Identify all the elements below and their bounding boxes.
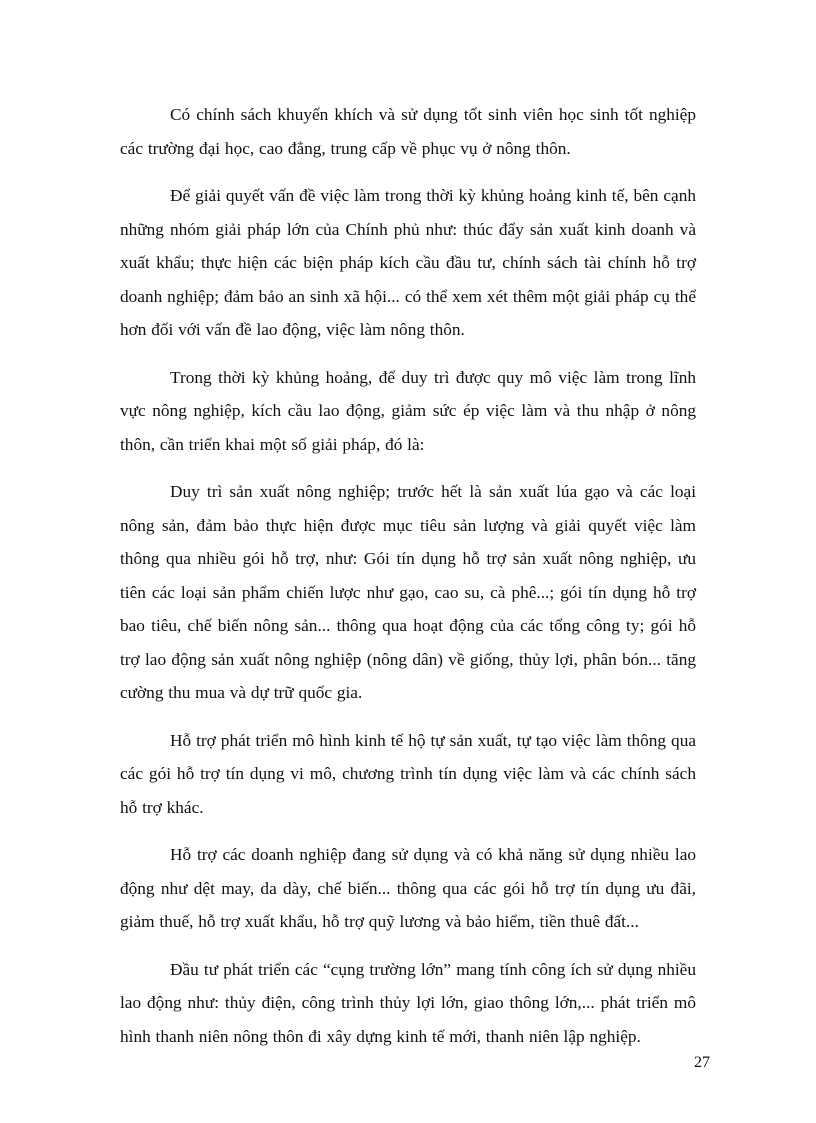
page-number: 27 [694, 1054, 710, 1071]
paragraph-4: Duy trì sản xuất nông nghiệp; trước hết là sản xuất lúa gạo và các loại nông sản, đảm bảo thực hiện được mục tiêu sản lượng và giải quyết việc làm thông qua nhiều gói hỗ trợ, như: Gói tín dụng hỗ trợ sản xuất nông nghiệp, ưu tiên các loại sản phẩm chiến lược như gạo, cao su, cà phê...; gói tín dụng hỗ trợ bao tiêu, chế biến nông sản... thông qua hoạt động của các tổng công ty; gói hỗ trợ lao động sản xuất nông nghiệp (nông dân) về giống, thủy lợi, phân bón... tăng cường thu mua và dự trữ quốc gia. [120, 482, 696, 702]
paragraph-3: Trong thời kỳ khủng hoảng, để duy trì được quy mô việc làm trong lĩnh vực nông nghiệp, kích cầu lao động, giảm sức ép việc làm và thu nhập ở nông thôn, cần triển khai một số giải pháp, đó là: [120, 367, 696, 454]
body-text [120, 98, 696, 1067]
paragraph-2: Để giải quyết vấn đề việc làm trong thời kỳ khủng hoảng kinh tế, bên cạnh những nhóm giải pháp lớn của Chính phủ như: thúc đẩy sản xuất kinh doanh và xuất khẩu; thực hiện các biện pháp kích cầu đầu tư, chính sách tài chính hỗ trợ doanh nghiệp; đảm bảo an sinh xã hội... có thể xem xét thêm một giải pháp cụ thể hơn đối với vấn đề lao động, việc làm nông thôn. [120, 186, 696, 339]
paragraph-1: Có chính sách khuyến khích và sử dụng tốt sinh viên học sinh tốt nghiệp các trường đại học, cao đẳng, trung cấp về phục vụ ở nông thôn. [120, 105, 696, 158]
paragraph-6: Hỗ trợ các doanh nghiệp đang sử dụng và có khả năng sử dụng nhiều lao động như dệt may, da dày, chế biến... thông qua các gói hỗ trợ tín dụng ưu đãi, giảm thuế, hỗ trợ xuất khẩu, hỗ trợ quỹ lương và bảo hiểm, tiền thuê đất... [120, 845, 696, 931]
paragraph-7: Đầu tư phát triển các “cụng trường lớn” mang tính công ích sử dụng nhiều lao động như: thủy điện, công trình thủy lợi lớn, giao thông lớn,... phát triển mô hình thanh niên nông thôn đi xây dựng kinh tế mới, thanh niên lập nghiệp. [120, 959, 696, 1046]
paragraph-5: Hỗ trợ phát triển mô hình kinh tế hộ tự sản xuất, tự tạo việc làm thông qua các gói hỗ trợ tín dụng vi mô, chương trình tín dụng việc làm và các chính sách hỗ trợ khác. [120, 730, 696, 817]
